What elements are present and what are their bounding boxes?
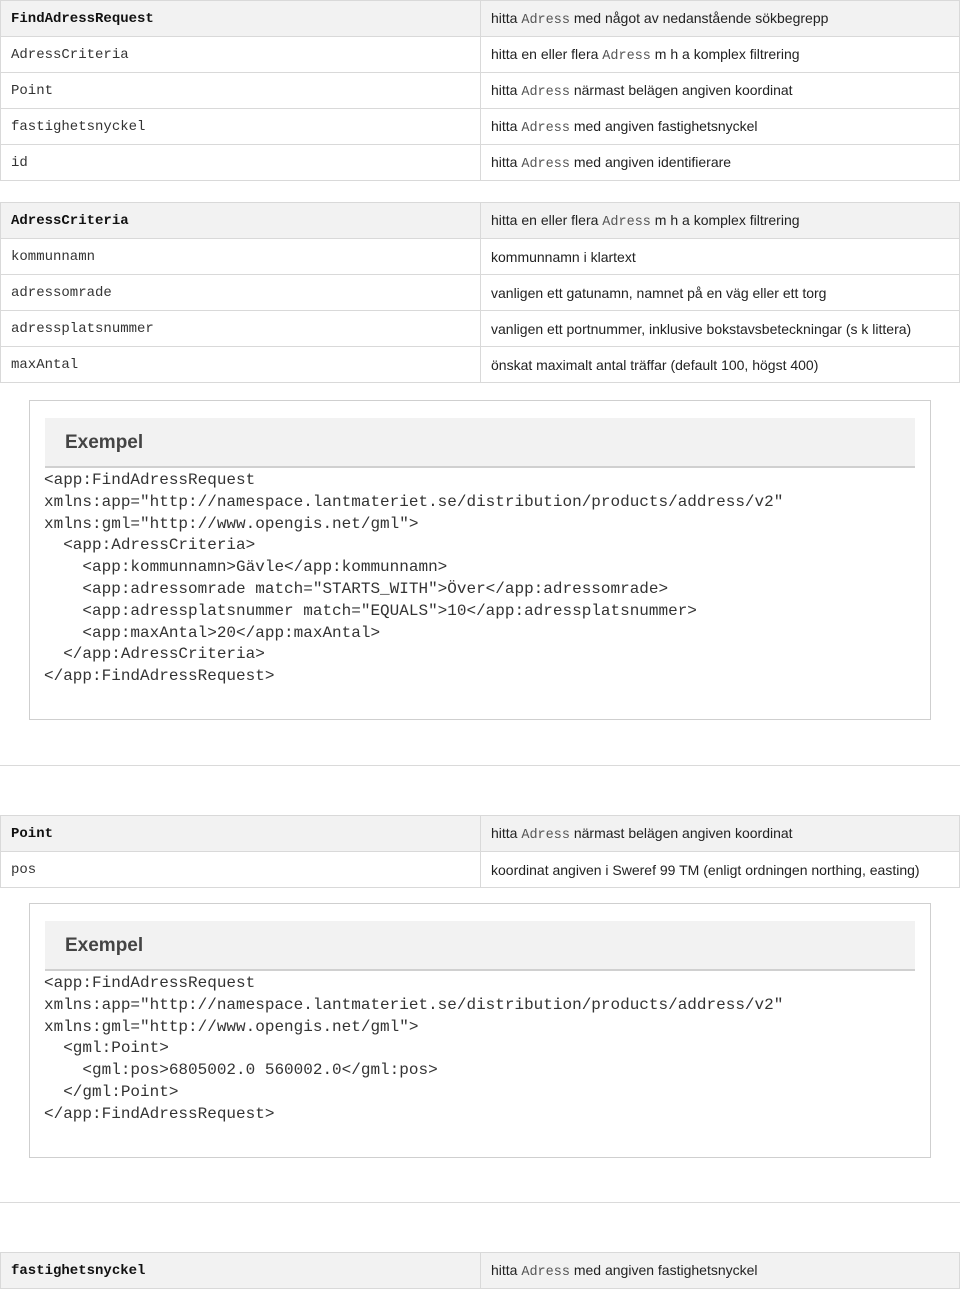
element-description: hitta Adress närmast belägen angiven koordinat: [481, 816, 960, 852]
code-line: <gml:Point>: [44, 1039, 169, 1058]
element-description: vanligen ett gatunamn, namnet på en väg eller ett torg: [481, 275, 960, 311]
table-row: [1, 203, 960, 239]
code-line: <app:FindAdressRequest: [44, 974, 256, 992]
code-line: <app:adressomrade match="STARTS_WITH">Över</app:adressomrade>: [44, 579, 669, 598]
element-description: hitta Adress närmast belägen angiven koordinat: [481, 73, 960, 109]
element-description: hitta en eller flera Adress m h a komplex filtrering: [481, 37, 960, 73]
element-name: fastighetsnyckel: [1, 1253, 481, 1289]
section-divider: [0, 1202, 960, 1203]
code-line: <app:adressplatsnummer match="EQUALS">10</app:adressplatsnummer>: [44, 601, 697, 620]
element-name: fastighetsnyckel: [1, 109, 481, 145]
code-line: </app:FindAdressRequest>: [44, 667, 275, 686]
inline-code: Adress: [602, 48, 651, 64]
element-description: hitta en eller flera Adress m h a komplex filtrering: [481, 203, 960, 239]
code-line: <gml:pos>6805002.0 560002.0</gml:pos>: [44, 1061, 438, 1080]
code-line: <app:FindAdressRequest: [44, 471, 256, 489]
table-row: [1, 1253, 960, 1289]
point-table: [0, 815, 960, 888]
code-line: xmlns:gml="http://www.opengis.net/gml">: [44, 514, 419, 533]
code-line: </app:FindAdressRequest>: [44, 1104, 275, 1123]
element-description: hitta Adress med angiven fastighetsnyckel: [481, 109, 960, 145]
inline-code: Adress: [521, 84, 570, 100]
element-name: Point: [1, 73, 481, 109]
element-name: adressomrade: [1, 275, 481, 311]
element-description: kommunnamn i klartext: [481, 239, 960, 275]
code-line: <app:maxAntal>20</app:maxAntal>: [44, 623, 381, 642]
element-description: vanligen ett portnummer, inklusive bokstavsbeteckningar (s k littera): [481, 311, 960, 347]
element-name: id: [1, 145, 481, 181]
example-title: Exempel: [45, 418, 915, 468]
example-title: Exempel: [45, 921, 915, 971]
table-row: [1, 37, 960, 73]
table-row: [1, 109, 960, 145]
code-line: xmlns:app="http://namespace.lantmateriet.se/distribution/products/address/v2": [44, 995, 784, 1014]
fastighetsnyckel-table: [0, 1252, 960, 1289]
element-name: adressplatsnummer: [1, 311, 481, 347]
table-row: [1, 1, 960, 37]
code-line: xmlns:app="http://namespace.lantmateriet.se/distribution/products/address/v2": [44, 492, 784, 511]
element-name: FindAdressRequest: [1, 1, 481, 37]
element-name: AdressCriteria: [1, 203, 481, 239]
example-box: [29, 903, 931, 1158]
element-description: hitta Adress med angiven identifierare: [481, 145, 960, 181]
inline-code: Adress: [521, 12, 570, 28]
table-row: [1, 239, 960, 275]
table-row: [1, 852, 960, 888]
element-name: Point: [1, 816, 481, 852]
find-request-table: [0, 0, 960, 181]
code-block: [30, 468, 930, 688]
element-name: kommunnamn: [1, 239, 481, 275]
adress-criteria-table: [0, 202, 960, 383]
inline-code: Adress: [521, 156, 570, 172]
inline-code: Adress: [521, 120, 570, 136]
table-row: [1, 145, 960, 181]
code-line: </gml:Point>: [44, 1082, 179, 1101]
code-line: <app:kommunnamn>Gävle</app:kommunnamn>: [44, 558, 448, 577]
code-line: <app:AdressCriteria>: [44, 536, 256, 555]
element-description: hitta Adress med något av nedanstående sökbegrepp: [481, 1, 960, 37]
table-row: [1, 816, 960, 852]
section-divider: [0, 765, 960, 766]
element-name: pos: [1, 852, 481, 888]
element-name: AdressCriteria: [1, 37, 481, 73]
element-description: koordinat angiven i Sweref 99 TM (enligt ordningen northing, easting): [481, 852, 960, 888]
inline-code: Adress: [521, 1264, 570, 1280]
table-row: [1, 347, 960, 383]
inline-code: Adress: [602, 214, 651, 230]
table-row: [1, 311, 960, 347]
code-line: xmlns:gml="http://www.opengis.net/gml">: [44, 1017, 419, 1036]
example-box: [29, 400, 931, 720]
code-line: </app:AdressCriteria>: [44, 645, 265, 664]
element-description: hitta Adress med angiven fastighetsnyckel: [481, 1253, 960, 1289]
table-row: [1, 275, 960, 311]
inline-code: Adress: [521, 827, 570, 843]
table-row: [1, 73, 960, 109]
element-name: maxAntal: [1, 347, 481, 383]
element-description: önskat maximalt antal träffar (default 100, högst 400): [481, 347, 960, 383]
code-block: [30, 971, 930, 1126]
